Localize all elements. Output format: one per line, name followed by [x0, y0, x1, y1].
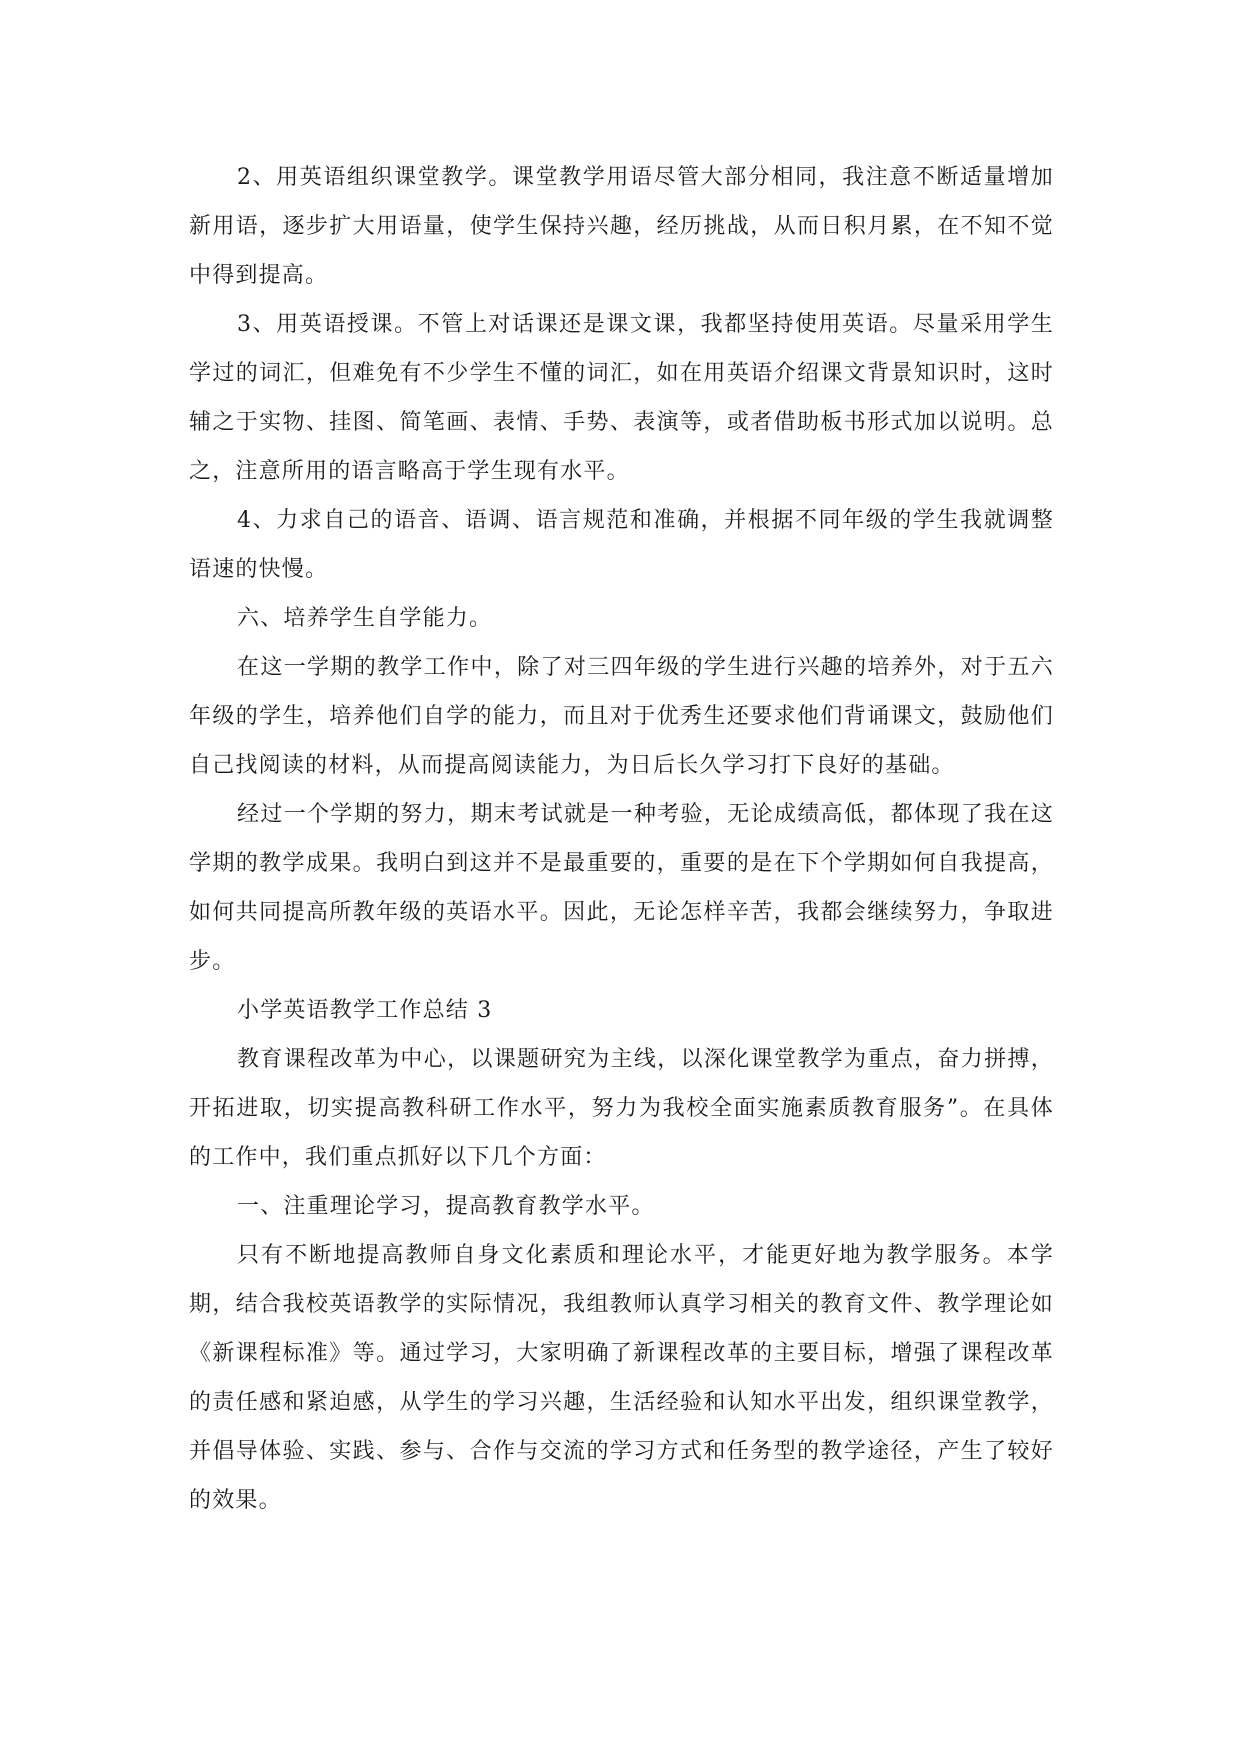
paragraph-self-study: 在这一学期的教学工作中，除了对三四年级的学生进行兴趣的培养外，对于五六年级的学生，培养他们自学的能力，而且对于优秀生还要求他们背诵课文，鼓励他们自己找阅读的材料，从而提高阅读能力，为日后长久学习打下良好的基础。 — [189, 655, 1054, 778]
paragraph-item-2: 2、用英语组织课堂教学。课堂教学用语尽管大部分相同，我注意不断适量增加新用语，逐步扩大用语量，使学生保持兴趣，经历挑战，从而日积月累，在不知不觉中得到提高。 — [189, 165, 1054, 288]
paragraph-item-4: 4、力求自己的语音、语调、语言规范和准确，并根据不同年级的学生我就调整语速的快慢。 — [189, 508, 1054, 582]
document-body — [189, 153, 1054, 1525]
article-title-3: 小学英语教学工作总结 3 — [237, 998, 493, 1023]
paragraph-item-3: 3、用英语授课。不管上对话课还是课文课，我都坚持使用英语。尽量采用学生学过的词汇，但难免有不少学生不懂的词汇，如在用英语介绍课文背景知识时，这时辅之于实物、挂图、简笔画、表情、手势、表演等，或者借助板书形式加以说明。总之，注意所用的语言略高于学生现有水平。 — [189, 312, 1054, 484]
paragraph-conclusion: 经过一个学期的努力，期末考试就是一种考验，无论成绩高低，都体现了我在这学期的教学成果。我明白到这并不是最重要的，重要的是在下个学期如何自我提高，如何共同提高所教年级的英语水平。因此，无论怎样辛苦，我都会继续努力，争取进步。 — [189, 802, 1054, 974]
paragraph-intro: 教育课程改革为中心，以课题研究为主线，以深化课堂教学为重点，奋力拼搏，开拓进取，切实提高教科研工作水平，努力为我校全面实施素质教育服务”。在具体的工作中，我们重点抓好以下几个方面： — [189, 1047, 1054, 1170]
section-heading-1: 一、注重理论学习，提高教育教学水平。 — [237, 1194, 655, 1219]
paragraph-theory-study: 只有不断地提高教师自身文化素质和理论水平，才能更好地为教学服务。本学期，结合我校英语教学的实际情况，我组教师认真学习相关的教育文件、教学理论如《新课程标准》等。通过学习，大家明确了新课程改革的主要目标，增强了课程改革的责任感和紧迫感，从学生的学习兴趣，生活经验和认知水平出发，组织课堂教学，并倡导体验、实践、参与、合作与交流的学习方式和任务型的教学途径，产生了较好的效果。 — [189, 1243, 1054, 1513]
section-heading-6: 六、培养学生自学能力。 — [237, 606, 493, 631]
